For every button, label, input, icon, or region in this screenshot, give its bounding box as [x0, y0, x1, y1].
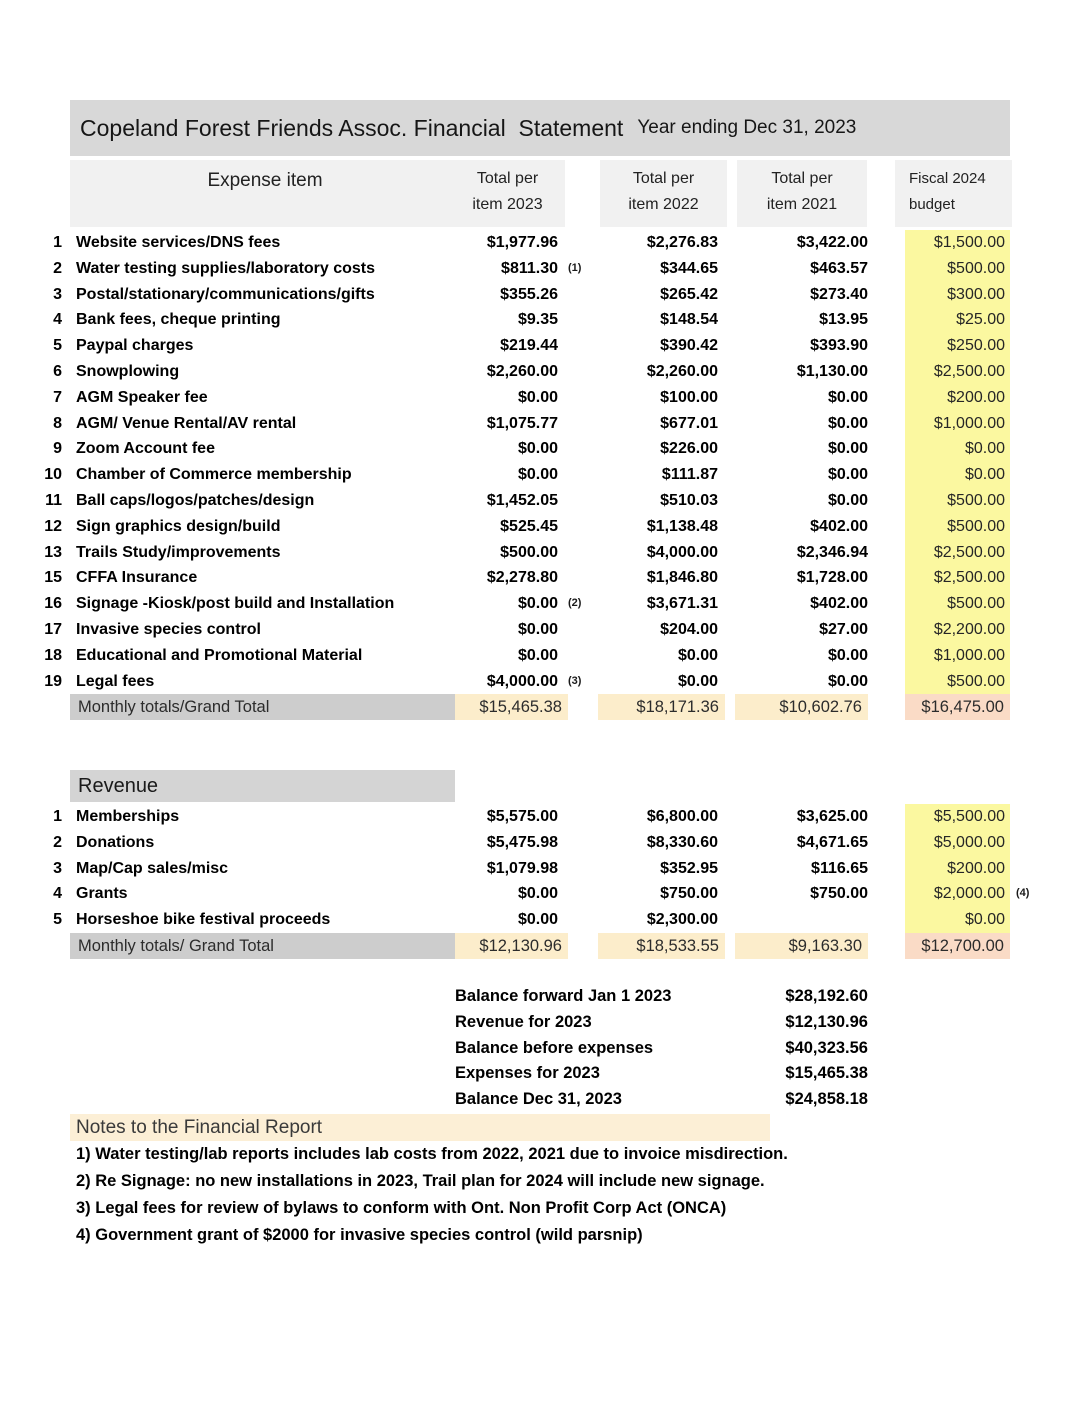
header-expense-and-2023	[70, 160, 565, 227]
expense-item-label: Paypal charges	[76, 337, 194, 355]
notes-list	[76, 1141, 1036, 1249]
expense-row	[0, 669, 1088, 695]
row-number: 2	[53, 833, 62, 851]
value-2023: $0.00	[517, 620, 558, 638]
value-2021: $402.00	[810, 595, 868, 613]
expense-item-label: Website services/DNS fees	[76, 234, 281, 251]
column-header-2021-line2: item 2021	[766, 196, 838, 213]
row-number: 6	[53, 362, 62, 380]
value-2022: $1,846.80	[646, 569, 718, 587]
note-marker: (2)	[568, 597, 582, 610]
note-line: 4) Government grant of $2000 for invasive species control (wild parsnip)	[76, 1226, 643, 1244]
column-header-2022	[600, 166, 727, 218]
expense-row	[0, 359, 1088, 385]
note-line: 2) Re Signage: no new installations in 2023, Trail plan for 2024 will include new signage.	[76, 1172, 765, 1190]
budget-2024-value: $500.00	[905, 256, 1010, 282]
value-2022: $148.54	[660, 311, 718, 329]
value-2021: $0.00	[827, 646, 868, 664]
balance-row	[0, 984, 1088, 1010]
header-budget-2024	[895, 160, 1012, 227]
expense-item-label: AGM Speaker fee	[76, 388, 208, 406]
expense-row	[0, 307, 1088, 333]
column-header-expense-item: Expense item	[207, 170, 323, 191]
row-number: 10	[44, 466, 62, 484]
budget-2024-value: $500.00	[905, 591, 1010, 617]
balance-label: Balance forward Jan 1 2023	[455, 987, 672, 1005]
revenue-item-label: Donations	[76, 833, 155, 851]
value-2021: $273.40	[810, 285, 868, 303]
value-2023: $4,000.00	[486, 672, 558, 690]
revenue-table	[0, 804, 1088, 933]
revenue-section-heading: Revenue	[70, 770, 455, 802]
note-marker	[1016, 856, 1060, 882]
column-header-2023-line1: Total per	[476, 170, 539, 187]
budget-2024-value: $5,000.00	[905, 830, 1010, 856]
balance-label: Expenses for 2023	[455, 1064, 600, 1083]
budget-2024-value: $0.00	[905, 436, 1010, 462]
expense-item-label: AGM/ Venue Rental/AV rental	[76, 414, 297, 432]
value-2022: $8,330.60	[646, 833, 718, 851]
column-header-budget	[895, 166, 1012, 218]
revenue-total-2022: $18,533.55	[598, 933, 725, 959]
row-number: 8	[53, 414, 62, 432]
expense-item-label: Trails Study/improvements	[76, 543, 281, 561]
budget-2024-value: $200.00	[905, 856, 1010, 882]
expense-total-budget: $16,475.00	[905, 694, 1010, 720]
column-header-2022-line2: item 2022	[628, 196, 699, 213]
budget-2024-value: $1,500.00	[905, 230, 1010, 256]
value-2022: $226.00	[660, 440, 718, 458]
balance-value: $28,192.60	[785, 987, 868, 1005]
value-2021: $1,130.00	[796, 362, 868, 380]
value-2021: $402.00	[810, 517, 868, 535]
row-number: 13	[44, 543, 62, 561]
value-2021: $463.57	[810, 259, 868, 277]
expense-row	[0, 565, 1088, 591]
value-2021: $0.00	[827, 440, 868, 458]
expense-row	[0, 514, 1088, 540]
expense-row	[0, 462, 1088, 488]
value-2022: $2,260.00	[646, 362, 718, 380]
notes-heading: Notes to the Financial Report	[70, 1114, 770, 1141]
row-number: 16	[44, 595, 62, 613]
value-2023: $5,475.98	[486, 833, 558, 851]
budget-2024-value: $300.00	[905, 282, 1010, 308]
value-2021: $0.00	[827, 388, 868, 406]
expense-row	[0, 488, 1088, 514]
value-2023: $0.00	[517, 911, 558, 929]
value-2023: $0.00	[517, 440, 558, 458]
balance-value: $15,465.38	[785, 1064, 868, 1083]
value-2022: $677.01	[660, 414, 718, 432]
expense-item-label: CFFA Insurance	[76, 569, 198, 587]
row-number: 5	[53, 911, 62, 929]
value-2022: $2,300.00	[646, 911, 718, 929]
header-2022	[600, 160, 727, 227]
budget-2024-value: $5,500.00	[905, 804, 1010, 830]
expense-item-label: Educational and Promotional Material	[76, 646, 363, 664]
expense-row	[0, 436, 1088, 462]
expense-item-label: Legal fees	[76, 672, 155, 690]
value-2021: $3,422.00	[796, 234, 868, 251]
revenue-item-label: Map/Cap sales/misc	[76, 859, 229, 877]
value-2021: $4,671.65	[796, 833, 868, 851]
row-number: 4	[53, 311, 62, 329]
row-number: 11	[45, 491, 62, 509]
budget-2024-value: $500.00	[905, 669, 1010, 695]
value-2023: $525.45	[500, 517, 558, 535]
revenue-total-2021: $9,163.30	[735, 933, 868, 959]
revenue-row	[0, 804, 1088, 830]
value-2023: $9.35	[517, 311, 558, 329]
revenue-item-label: Memberships	[76, 808, 180, 825]
value-2022: $204.00	[660, 620, 718, 638]
note-marker: (4)	[1016, 887, 1030, 900]
page-title: Copeland Forest Friends Assoc. Financial Statement	[80, 114, 624, 141]
balance-value: $12,130.96	[785, 1012, 868, 1031]
value-2023: $0.00	[517, 646, 558, 664]
balance-row	[0, 1087, 1088, 1113]
expense-item-label: Chamber of Commerce membership	[76, 466, 352, 484]
expense-total-row	[0, 694, 1088, 720]
expense-row	[0, 617, 1088, 643]
expense-row	[0, 643, 1088, 669]
row-number: 18	[44, 646, 62, 664]
value-2022: $111.87	[661, 466, 718, 484]
revenue-total-budget: $12,700.00	[905, 933, 1010, 959]
column-header-2021	[737, 166, 867, 218]
value-2021: $116.65	[811, 859, 868, 877]
value-2022: $100.00	[660, 388, 718, 406]
value-2023: $219.44	[500, 337, 558, 355]
value-2022: $265.42	[660, 285, 718, 303]
row-number: 3	[53, 285, 62, 303]
expense-item-label: Postal/stationary/communications/gifts	[76, 285, 375, 303]
value-2022: $6,800.00	[646, 808, 718, 825]
revenue-item-label: Grants	[76, 885, 128, 903]
column-header-2023-line2: item 2023	[472, 196, 543, 213]
expense-table	[0, 230, 1088, 694]
row-number: 17	[44, 620, 62, 638]
expense-item-label: Snowplowing	[76, 362, 180, 380]
value-2022: $390.42	[660, 337, 718, 355]
expense-total-2022: $18,171.36	[598, 694, 725, 720]
balance-value: $40,323.56	[785, 1038, 868, 1057]
note-marker: (1)	[568, 261, 582, 274]
value-2022: $750.00	[660, 885, 718, 903]
column-header-budget-line2: budget	[909, 196, 955, 213]
budget-2024-value: $2,500.00	[905, 565, 1010, 591]
value-2023: $1,075.77	[486, 414, 558, 432]
value-2022: $352.95	[660, 859, 718, 877]
expense-row	[0, 230, 1088, 256]
row-number: 1	[53, 234, 62, 251]
expense-row	[0, 540, 1088, 566]
revenue-total-row	[0, 933, 1088, 959]
value-2023: $1,452.05	[486, 491, 558, 509]
expense-item-label: Sign graphics design/build	[76, 517, 281, 535]
revenue-row	[0, 856, 1088, 882]
row-number: 5	[53, 337, 62, 355]
budget-2024-value: $2,200.00	[905, 617, 1010, 643]
note-marker: (3)	[568, 674, 582, 687]
title-period: Year ending Dec 31, 2023	[637, 117, 857, 138]
budget-2024-value: $1,000.00	[905, 643, 1010, 669]
expense-total-label: Monthly totals/Grand Total	[70, 694, 455, 720]
value-2022: $344.65	[660, 259, 718, 277]
revenue-row	[0, 907, 1088, 933]
value-2022: $3,671.31	[646, 595, 718, 613]
note-marker	[1016, 804, 1060, 830]
value-2021: $0.00	[827, 672, 868, 690]
value-2023: $0.00	[517, 388, 558, 406]
balance-label: Revenue for 2023	[455, 1012, 592, 1031]
expense-row	[0, 282, 1088, 308]
balance-label: Balance before expenses	[455, 1038, 654, 1057]
value-2022: $4,000.00	[646, 543, 718, 561]
expense-row	[0, 333, 1088, 359]
value-2021	[735, 907, 868, 933]
expense-total-2023: $15,465.38	[455, 694, 568, 720]
value-2022: $1,138.48	[646, 517, 718, 535]
value-2022: $0.00	[677, 672, 718, 690]
value-2021: $0.00	[827, 491, 868, 509]
revenue-row	[0, 881, 1088, 907]
row-number: 7	[53, 388, 62, 406]
value-2021: $13.95	[819, 311, 868, 329]
value-2023: $2,260.00	[486, 362, 558, 380]
value-2023: $1,079.98	[486, 859, 558, 877]
expense-item-label: Water testing supplies/laboratory costs	[76, 259, 376, 277]
row-number: 19	[44, 672, 62, 690]
row-number: 1	[53, 808, 62, 825]
value-2023: $0.00	[517, 466, 558, 484]
revenue-item-label: Horseshoe bike festival proceeds	[76, 911, 331, 929]
revenue-total-2023: $12,130.96	[455, 933, 568, 959]
budget-2024-value: $1,000.00	[905, 411, 1010, 437]
row-number: 2	[53, 259, 62, 277]
note-marker	[1016, 907, 1060, 933]
expense-item-label: Ball caps/logos/patches/design	[76, 491, 315, 509]
expense-row	[0, 591, 1088, 617]
row-number: 3	[53, 859, 62, 877]
value-2023: $5,575.00	[486, 808, 558, 825]
title-bar	[70, 100, 1010, 156]
balance-row	[0, 1061, 1088, 1087]
value-2023: $2,278.80	[486, 569, 558, 587]
value-2023: $0.00	[517, 595, 558, 613]
value-2023: $355.26	[500, 285, 558, 303]
expense-row	[0, 256, 1088, 282]
budget-2024-value: $200.00	[905, 385, 1010, 411]
value-2022: $510.03	[660, 491, 718, 509]
row-number: 4	[53, 885, 62, 903]
budget-2024-value: $0.00	[905, 907, 1010, 933]
budget-2024-value: $2,000.00	[905, 881, 1010, 907]
expense-item-label: Bank fees, cheque printing	[76, 311, 281, 329]
expense-item-label: Signage -Kiosk/post build and Installation	[76, 595, 395, 613]
balance-row	[0, 1036, 1088, 1062]
value-2023: $0.00	[517, 885, 558, 903]
revenue-total-label: Monthly totals/ Grand Total	[70, 933, 455, 959]
budget-2024-value: $25.00	[905, 307, 1010, 333]
value-2021: $1,728.00	[796, 569, 868, 587]
budget-2024-value: $2,500.00	[905, 540, 1010, 566]
value-2023: $1,977.96	[486, 234, 558, 251]
value-2021: $0.00	[827, 466, 868, 484]
budget-2024-value: $250.00	[905, 333, 1010, 359]
value-2021: $3,625.00	[796, 808, 868, 825]
balance-summary	[0, 984, 1088, 1113]
value-2021: $27.00	[819, 620, 868, 638]
value-2021: $750.00	[810, 885, 868, 903]
value-2021: $2,346.94	[796, 543, 868, 561]
expense-total-2021: $10,602.76	[735, 694, 868, 720]
note-line: 1) Water testing/lab reports includes lab costs from 2022, 2021 due to invoice misdirection.	[76, 1145, 788, 1163]
value-2022: $2,276.83	[646, 234, 718, 251]
value-2023: $811.30	[501, 259, 558, 277]
column-header-2022-line1: Total per	[632, 170, 695, 187]
column-header-2023	[420, 166, 595, 218]
value-2023: $500.00	[500, 543, 558, 561]
value-2022: $0.00	[677, 646, 718, 664]
value-2021: $393.90	[810, 337, 868, 355]
budget-2024-value: $500.00	[905, 514, 1010, 540]
balance-row	[0, 1010, 1088, 1036]
value-2021: $0.00	[827, 414, 868, 432]
row-number: 12	[44, 517, 62, 535]
expense-row	[0, 411, 1088, 437]
budget-2024-value: $500.00	[905, 488, 1010, 514]
expense-row	[0, 385, 1088, 411]
note-line: 3) Legal fees for review of bylaws to conform with Ont. Non Profit Corp Act (ONCA)	[76, 1199, 727, 1217]
balance-value: $24,858.18	[785, 1090, 868, 1109]
note-marker	[1016, 830, 1060, 856]
row-number: 9	[53, 440, 62, 458]
budget-2024-value: $0.00	[905, 462, 1010, 488]
column-header-budget-line1: Fiscal 2024	[909, 170, 986, 187]
balance-label: Balance Dec 31, 2023	[455, 1090, 622, 1109]
header-2021	[737, 160, 867, 227]
column-header-2021-line1: Total per	[771, 170, 833, 187]
revenue-row	[0, 830, 1088, 856]
row-number: 15	[44, 569, 62, 587]
expense-item-label: Invasive species control	[76, 620, 261, 638]
expense-item-label: Zoom Account fee	[76, 440, 215, 458]
budget-2024-value: $2,500.00	[905, 359, 1010, 385]
